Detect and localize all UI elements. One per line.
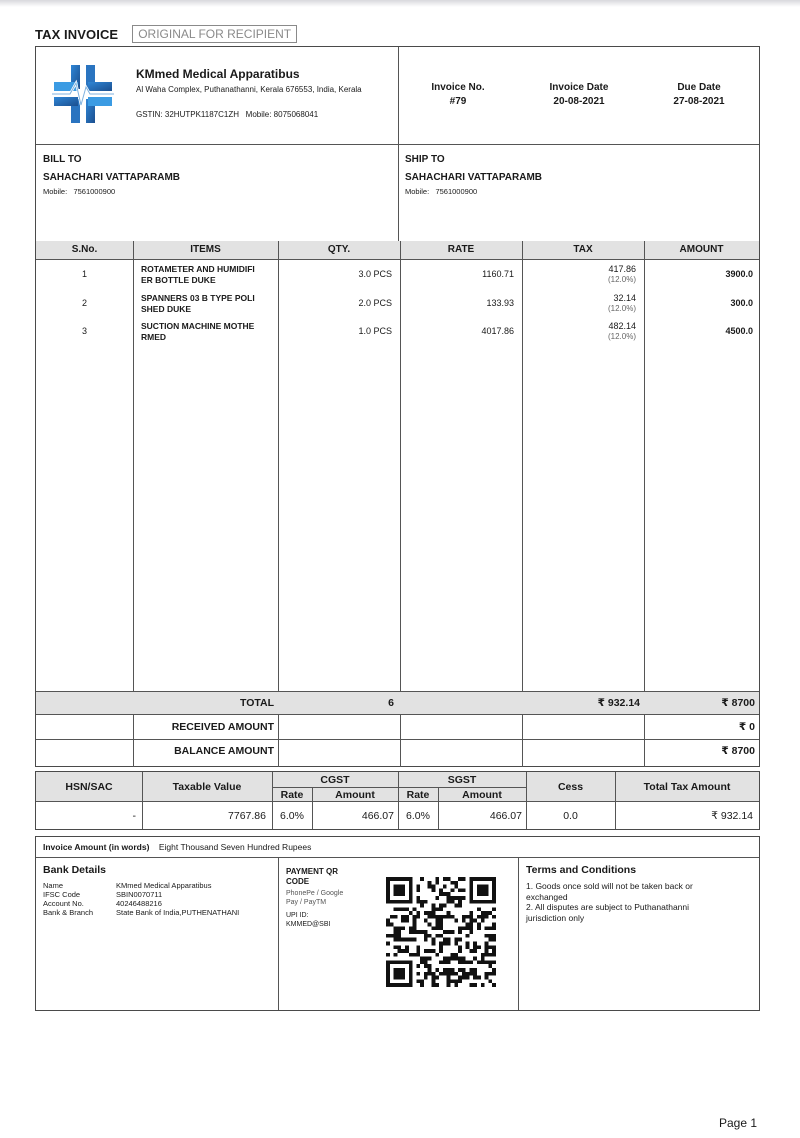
cess-col: Cess	[557, 781, 584, 793]
total-tax: ₹ 932.14	[597, 697, 640, 709]
bill-to-label: BILL TO	[43, 154, 82, 165]
company-gstin-mobile	[136, 110, 318, 119]
sgst-rate-col: Rate	[406, 789, 430, 801]
due-date: 27-08-2021	[673, 96, 725, 107]
cgst-col: CGST	[320, 774, 350, 786]
invoice-date-label: Invoice Date	[549, 82, 609, 93]
qr-code-icon	[386, 877, 496, 987]
col-line-1	[133, 241, 134, 767]
header-separator	[36, 144, 759, 145]
company-mobile: Mobile: 8075068041	[245, 110, 319, 119]
ship-to-label: SHIP TO	[405, 154, 445, 165]
due-date-label: Due Date	[677, 82, 721, 93]
col-line-5	[644, 241, 645, 767]
col-sno: S.No.	[71, 244, 98, 255]
taxable-col: Taxable Value	[172, 781, 242, 793]
col-line-4	[522, 241, 523, 767]
company-name: KMmed Medical Apparatibus	[136, 67, 300, 81]
cgst-amount-col: Amount	[335, 789, 375, 801]
copy-badge: ORIGINAL FOR RECIPIENT	[132, 25, 297, 43]
col-line-2	[278, 241, 279, 767]
ship-to-mobile: Mobile: 7561000900	[405, 187, 478, 196]
cgst-rate-col: Rate	[280, 789, 304, 801]
medical-cross-pulse-icon	[50, 61, 116, 127]
col-amount: AMOUNT	[679, 244, 724, 255]
amount-in-words: Invoice Amount (in words) Eight Thousand Seven Hundred Rupees	[43, 842, 312, 852]
bill-to-name: SAHACHARI VATTAPARAMB	[43, 172, 181, 183]
balance-label: BALANCE AMOUNT	[174, 745, 274, 757]
hsn-col: HSN/SAC	[65, 781, 113, 793]
received-separator	[36, 739, 759, 740]
total-tax-col: Total Tax Amount	[643, 781, 731, 793]
invoice-no: #79	[449, 96, 467, 107]
received-amount: ₹ 0	[738, 721, 755, 733]
terms-title: Terms and Conditions	[526, 864, 637, 876]
hsn-summary-table: HSN/SAC Taxable Value CGST SGST Rate Amount Rate Amount Cess Total Tax Amount - 7767.86 6.0% 466.07 6.0% 466.07 0.0 ₹ 932.14	[35, 771, 760, 830]
invoice-date: 20-08-2021	[553, 96, 605, 107]
invoice-sheet: KMmed Medical Apparatibus Al Waha Complex, Puthanathanni, Kerala 676553, India, Kerala GSTIN: 32HUTPK1187C1ZH Mobile: 8075068041 Invoice No. #79 Invoice Date 20-08-2021 Due Date 27-08-2021 BILL TO SAHACHARI VATTAPARAMB Mobile: 7561000900 SHIP TO SAHACHARI VATTAPARAMB Mobile: 7561000900 S.No. ITEMS QTY. RATE TAX AMOUNT 1 ROTAMETER AND HUMIDIFI ER BOTTLE DUKE 3.0 PCS 1160.71 417.86 (12.0%) 3900.0 2 SPANNERS 03 B TYPE POLI SHED DUKE 2.0 PCS 133.93 32.14 (12.0%) 300.0 3 SUCTION MACHINE MOTHE RMED 1.0 PCS 4017.86 482.14 (12.0%) 4500.0 TOTAL 6 ₹ 932.14 ₹ 8700 RECEIVED AMOUNT ₹ 0 BALANCE AMOUNT ₹ 8700	[35, 46, 760, 767]
terms-text: 1. Goods once sold will not be taken back or exchanged 2. All disputes are subject to Puthanathanni jurisdiction only	[526, 881, 693, 923]
bottom-section	[35, 836, 760, 1011]
bank-values: KMmed Medical Apparatibus SBIN0070711 40246488216 State Bank of India,PUTHENATHANI	[116, 881, 240, 917]
total-qty: 6	[388, 697, 394, 709]
bill-to-mobile: Mobile: 7561000900	[43, 187, 116, 196]
total-amount: ₹ 8700	[721, 697, 755, 709]
received-label: RECEIVED AMOUNT	[171, 721, 274, 733]
top-shade	[0, 0, 800, 7]
total-label: TOTAL	[239, 697, 274, 709]
col-line-3	[400, 241, 401, 767]
company-gstin: GSTIN: 32HUTPK1187C1ZH	[136, 110, 239, 119]
bank-labels: Name IFSC Code Account No. Bank & Branch	[43, 881, 94, 917]
upi-id: UPI ID: KMMED@SBI	[286, 912, 331, 928]
page-number: Page 1	[719, 1116, 758, 1130]
payment-qr-title: PAYMENT QR CODE	[286, 867, 339, 886]
ship-to-name: SAHACHARI VATTAPARAMB	[405, 172, 543, 183]
sgst-amount-col: Amount	[462, 789, 502, 801]
payment-apps: PhonePe / Google Pay / PayTM	[286, 890, 344, 906]
bank-details-title: Bank Details	[43, 864, 107, 876]
document-title: TAX INVOICE	[35, 26, 119, 42]
col-qty: QTY.	[327, 244, 351, 255]
company-address: Al Waha Complex, Puthanathanni, Kerala 676553, India, Kerala	[136, 85, 362, 94]
sgst-col: SGST	[447, 774, 477, 786]
col-tax: TAX	[573, 244, 593, 255]
col-items: ITEMS	[190, 244, 221, 255]
document-header	[35, 25, 297, 43]
col-rate: RATE	[447, 244, 475, 255]
invoice-no-label: Invoice No.	[431, 82, 485, 93]
balance-amount: ₹ 8700	[721, 745, 755, 757]
